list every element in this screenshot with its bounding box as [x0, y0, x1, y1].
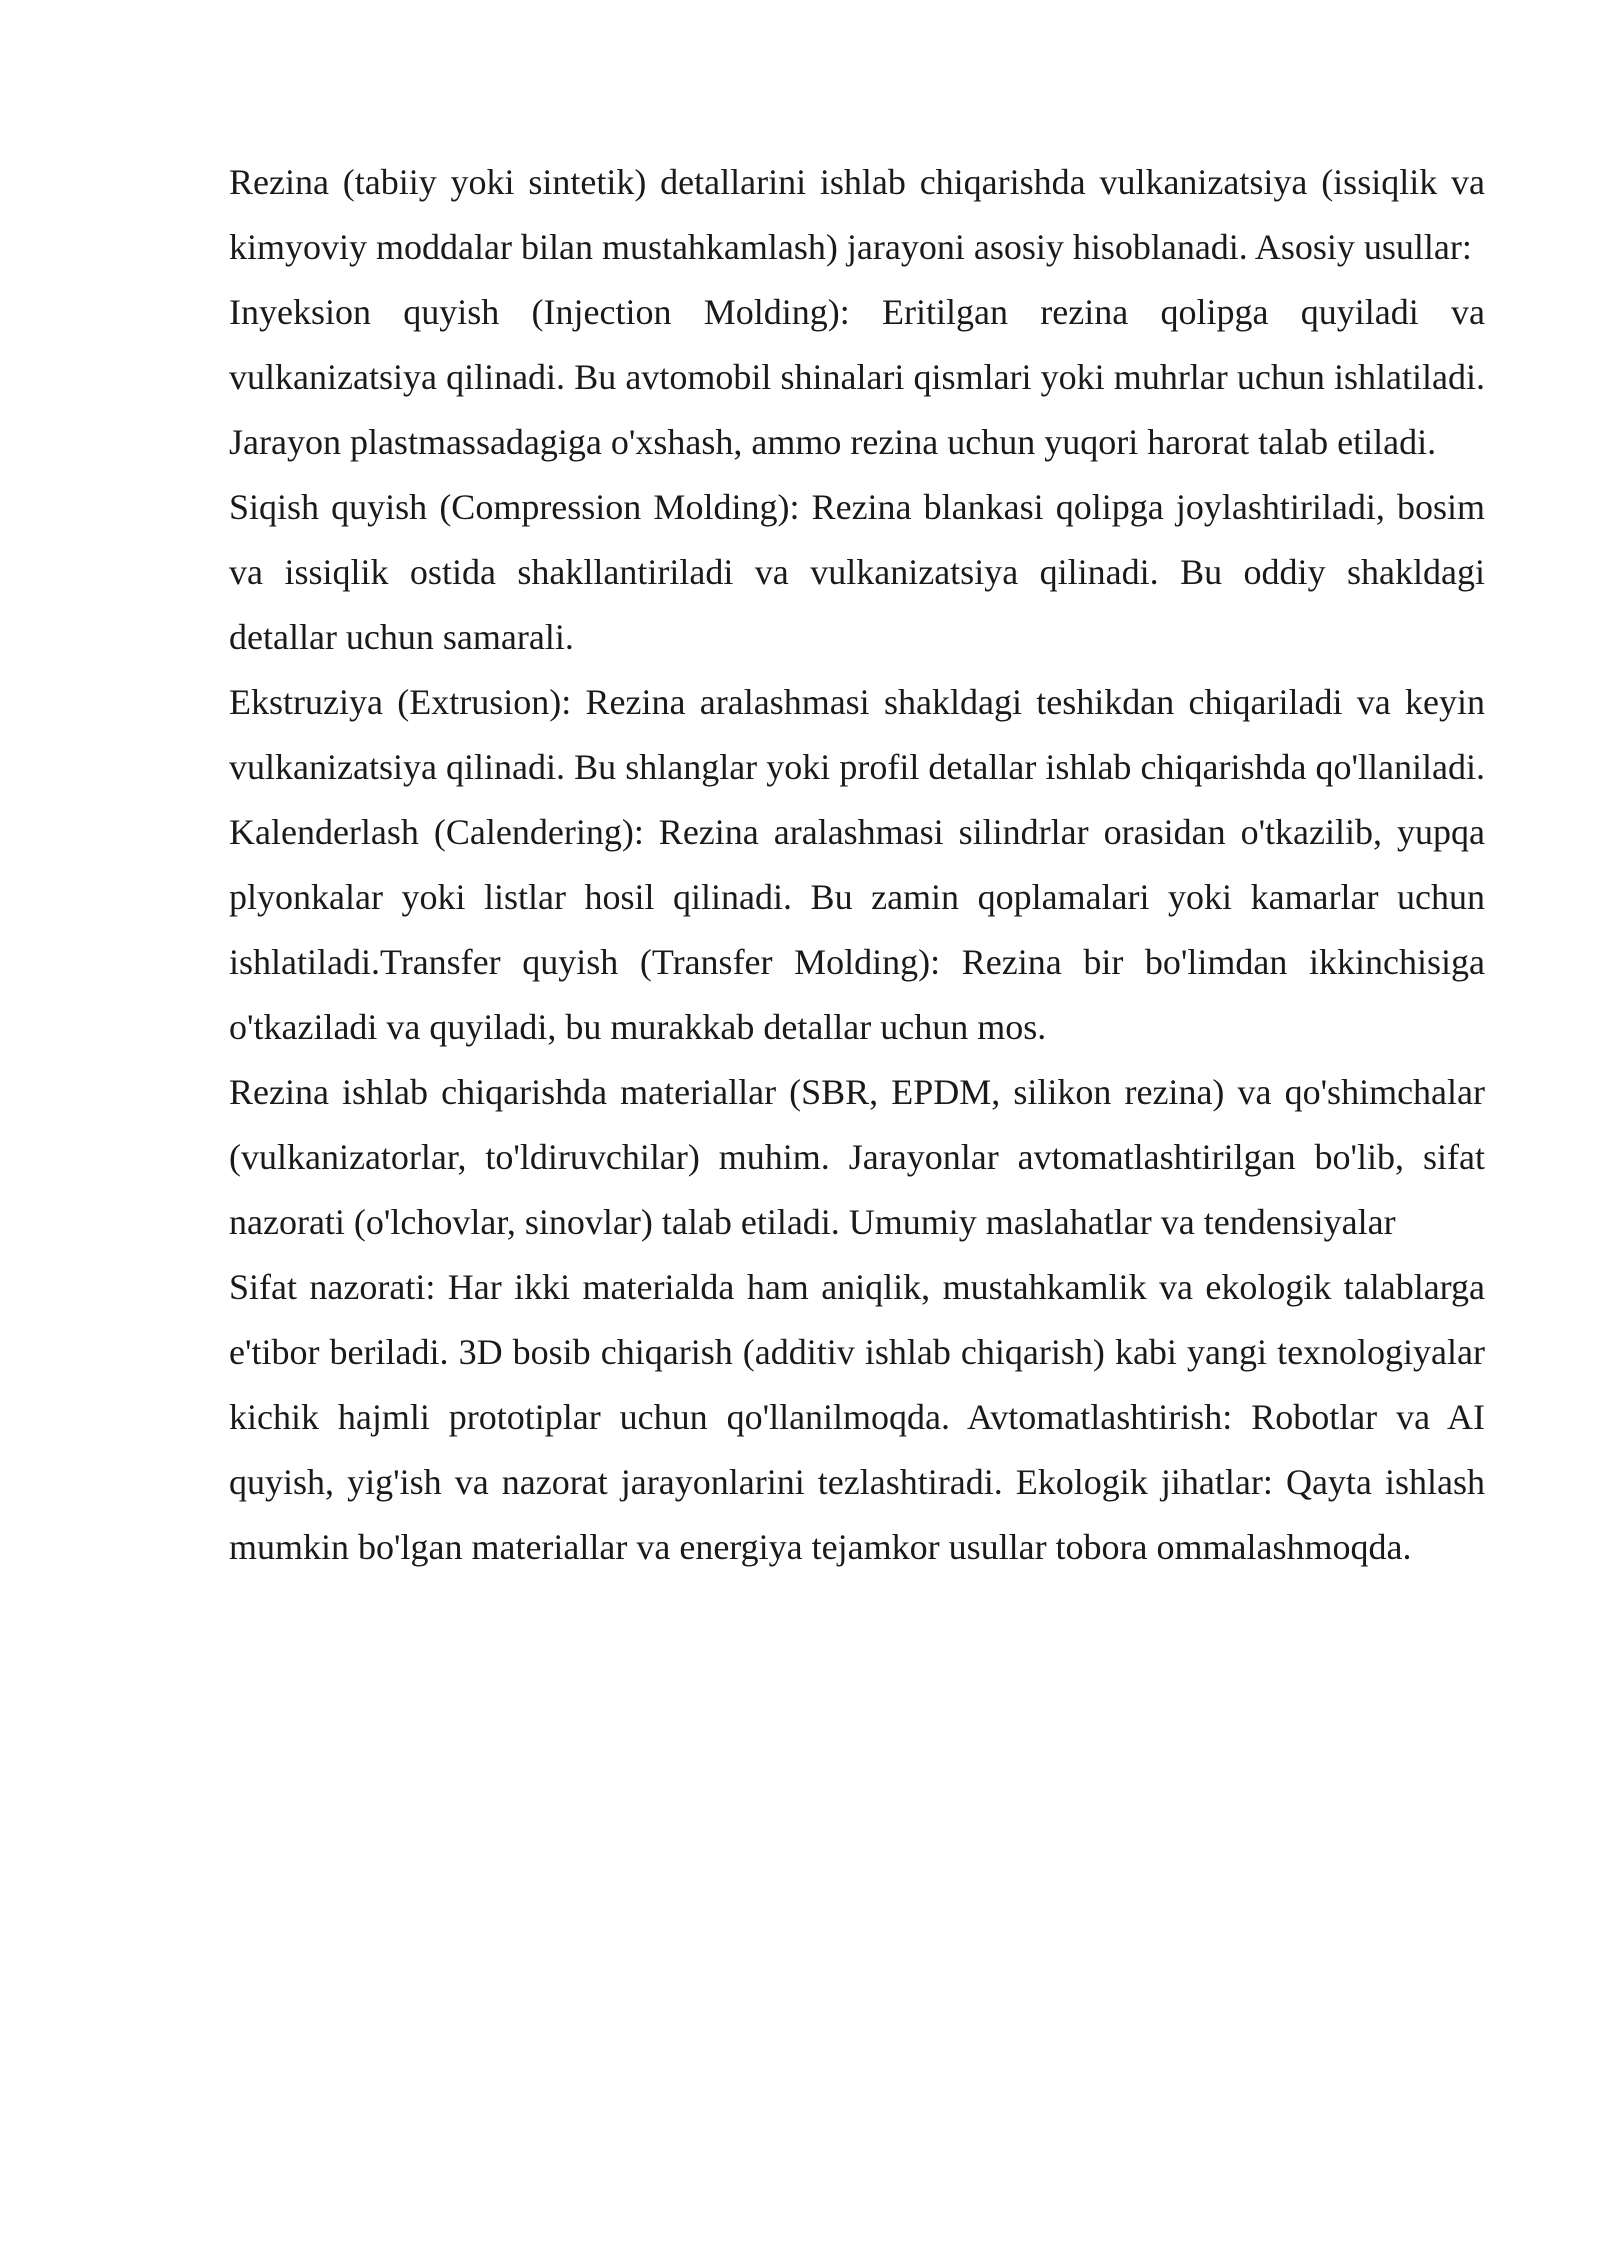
paragraph-injection-molding: Inyeksion quyish (Injection Molding): Eritilgan rezina qolipga quyiladi va vulkanizatsiya qilinadi. Bu avtomobil shinalari qismlari yoki muhrlar uchun ishlatiladi. Jarayon plastmassadagiga o'xshash, ammo rezina uchun yuqori harorat talab etiladi.: [229, 292, 1485, 462]
paragraph-extrusion-calendering-transfer: Ekstruziya (Extrusion): Rezina aralashmasi shakldagi teshikdan chiqariladi va keyin vulkanizatsiya qilinadi. Bu shlanglar yoki profil detallar ishlab chiqarishda qo'llaniladi. Kalenderlash (Calendering): Rezina aralashmasi silindrlar orasidan o'tkazilib, yupqa plyonkalar yoki listlar hosil qilinadi. Bu zamin qoplamalari yoki kamarlar uchun ishlatiladi.Transfer quyish (Transfer Molding): Rezina bir bo'limdan ikkinchisiga o'tkaziladi va quyiladi, bu murakkab detallar uchun mos.: [229, 682, 1485, 1047]
paragraph-compression-molding: Siqish quyish (Compression Molding): Rezina blankasi qolipga joylashtiriladi, bosim va issiqlik ostida shakllantiriladi va vulkanizatsiya qilinadi. Bu oddiy shakldagi detallar uchun samarali.: [229, 487, 1485, 657]
paragraph-materials-additives: Rezina ishlab chiqarishda materiallar (SBR, EPDM, silikon rezina) va qo'shimchalar (vulkanizatorlar, to'ldiruvchilar) muhim. Jarayonlar avtomatlashtirilgan bo'lib, sifat nazorati (o'lchovlar, sinovlar) talab etiladi. Umumiy maslahatlar va tendensiyalar: [229, 1072, 1485, 1242]
document-body: [229, 150, 1485, 1580]
paragraph-quality-trends: Sifat nazorati: Har ikki materialda ham aniqlik, mustahkamlik va ekologik talablarga e'tibor beriladi. 3D bosib chiqarish (additiv ishlab chiqarish) kabi yangi texnologiyalar kichik hajmli prototiplar uchun qo'llanilmoqda. Avtomatlashtirish: Robotlar va AI quyish, yig'ish va nazorat jarayonlarini tezlashtiradi. Ekologik jihatlar: Qayta ishlash mumkin bo'lgan materiallar va energiya tejamkor usullar tobora ommalashmoqda.: [229, 1267, 1485, 1567]
paragraph-rubber-vulcanization-intro: Rezina (tabiiy yoki sintetik) detallarini ishlab chiqarishda vulkanizatsiya (issiqlik va kimyoviy moddalar bilan mustahkamlash) jarayoni asosiy hisoblanadi. Asosiy usullar:: [229, 162, 1485, 267]
